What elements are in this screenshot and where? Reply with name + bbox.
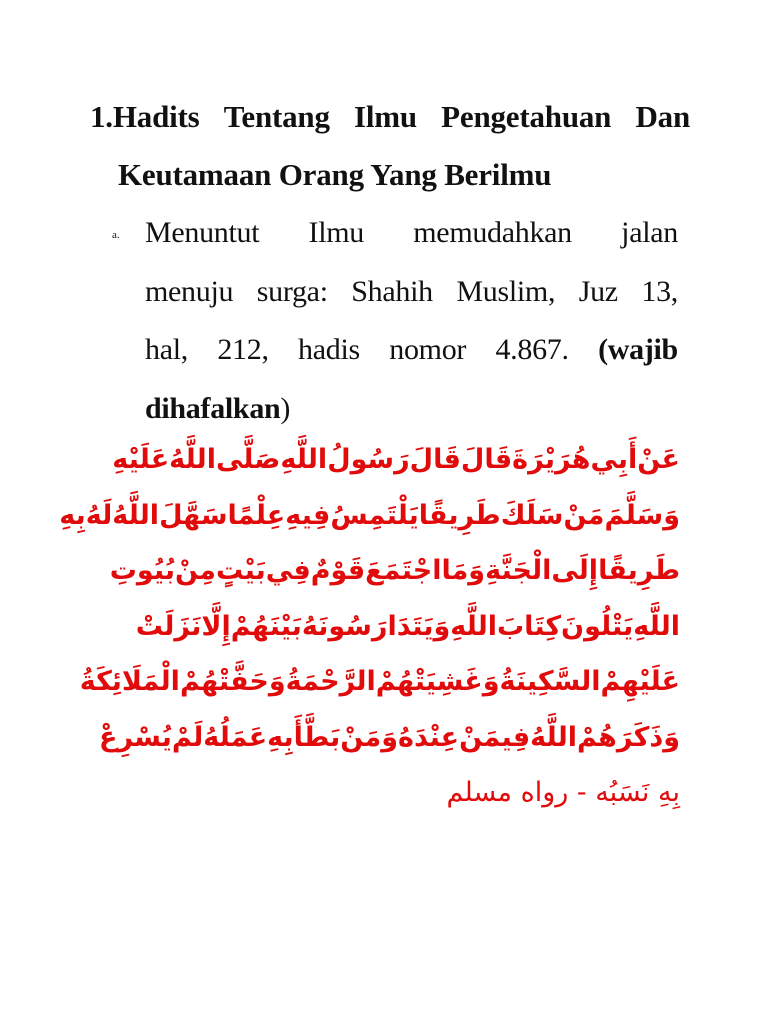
arabic-word: كِتَابَ	[497, 610, 562, 642]
arabic-line	[79, 654, 680, 710]
arabic-word: اجْتَمَعَ	[365, 555, 442, 586]
memorize-note-start: (wajib	[598, 333, 678, 366]
closing-paren: )	[280, 391, 291, 425]
arabic-word: وَذَكَرَهُمْ	[576, 721, 680, 753]
arabic-word: قَالَ	[460, 444, 513, 475]
arabic-word: بُيُوتِ	[109, 555, 175, 586]
arabic-word: طَرِيقًا	[418, 499, 501, 531]
word: Ilmu	[308, 216, 364, 249]
arabic-word: وَمَنْ	[340, 721, 399, 753]
arabic-word: السَّكِينَةُ	[499, 666, 601, 697]
arabic-word: قَوْمٌ	[310, 555, 366, 586]
arabic-line	[99, 710, 680, 766]
word: 212,	[217, 333, 269, 366]
heading-line-1	[90, 88, 690, 146]
arabic-word: عَلَيْهِ	[112, 444, 170, 475]
word: surga:	[256, 274, 328, 308]
arabic-word: بَيْنَهُمْ	[230, 610, 302, 642]
hadith-arabic-text	[59, 432, 680, 821]
word: jalan	[621, 216, 678, 249]
arabic-word: مَنْ	[563, 499, 605, 531]
arabic-line-attribution: بِهِ نَسَبُه - رواه مسلم	[446, 777, 680, 808]
arabic-word: عَلَيْهِمْ	[600, 666, 680, 697]
arabic-word: اللَّهِ	[280, 444, 328, 475]
arabic-word: يُسْرِعْ	[99, 721, 172, 753]
arabic-line	[135, 599, 680, 655]
arabic-word: إِلَى	[551, 555, 599, 586]
arabic-word: رَسُولُ	[327, 444, 410, 475]
heading-word: Dan	[635, 99, 690, 134]
text-line	[145, 204, 678, 263]
arabic-word: سَهَّلَ	[159, 499, 228, 531]
memorize-note-end: dihafalkan	[145, 391, 281, 425]
word: 13,	[641, 274, 678, 308]
arabic-word: عَنْ	[637, 444, 680, 475]
arabic-word: اللَّهِ	[633, 610, 680, 642]
arabic-word: الْمَلَائِكَةُ	[79, 666, 180, 697]
heading-word: 1.Hadits	[90, 99, 200, 134]
word: hal,	[145, 333, 188, 366]
word: 4.867.	[495, 333, 569, 366]
text-line	[145, 321, 678, 380]
arabic-word: وَمَا	[441, 555, 486, 586]
arabic-word: الرَّحْمَةُ	[285, 666, 376, 697]
arabic-word: لَمْ	[171, 721, 204, 753]
arabic-word: هُرَيْرَةَ	[512, 444, 591, 475]
heading-word: Pengetahuan	[441, 99, 612, 134]
arabic-word: سَلَكَ	[500, 499, 564, 531]
arabic-line	[109, 543, 680, 599]
arabic-word: الْجَنَّةِ	[485, 555, 552, 586]
word: hadis	[298, 333, 360, 366]
text-line	[145, 263, 678, 322]
word: Shahih	[351, 274, 433, 308]
arabic-word: وَسَلَّمَ	[604, 499, 680, 531]
arabic-word: يَلْتَمِسُ	[330, 499, 419, 531]
arabic-word: عِنْدَهُ	[398, 721, 460, 753]
arabic-line	[59, 488, 680, 544]
arabic-word: طَرِيقًا	[598, 555, 680, 586]
arabic-word: صَلَّى	[215, 444, 281, 475]
arabic-word: اللَّهُ	[112, 499, 160, 531]
arabic-word: أَبِي	[590, 444, 638, 475]
word: Menuntut	[145, 216, 260, 249]
arabic-word: عَمَلُهُ	[203, 721, 268, 753]
arabic-word: اللَّهِ	[450, 610, 498, 642]
arabic-word: إِلَّا	[201, 610, 231, 642]
word: menuju	[145, 274, 234, 308]
arabic-line	[112, 432, 680, 488]
arabic-word: لَهُ	[85, 499, 113, 531]
arabic-word: يَتْلُونَ	[561, 610, 634, 642]
arabic-word: بَطَّأَ	[293, 721, 341, 753]
arabic-word: نَزَلَتْ	[135, 610, 202, 642]
list-item-text	[145, 204, 678, 438]
arabic-word: وَيَتَدَارَسُونَهُ	[301, 610, 451, 642]
heading-word: Ilmu	[353, 99, 417, 134]
arabic-word: عِلْمًا	[227, 499, 286, 531]
arabic-word: وَغَشِيَتْهُمْ	[375, 666, 500, 697]
word: nomor	[389, 333, 467, 366]
arabic-word: مِنْ	[175, 555, 217, 586]
arabic-word: فِيهِ	[285, 499, 331, 531]
arabic-word: بِهِ	[267, 721, 294, 753]
arabic-word: بَيْتٍ	[216, 555, 266, 586]
arabic-word: فِيمَنْ	[459, 721, 531, 753]
arabic-word: وَحَفَّتْهُمْ	[179, 666, 286, 697]
heading-word: Tentang	[223, 99, 330, 134]
word: Muslim,	[456, 274, 556, 308]
arabic-word: فِي	[265, 555, 311, 586]
arabic-word: اللَّهُ	[530, 721, 577, 753]
section-heading	[90, 88, 690, 204]
arabic-word: قَالَ	[409, 444, 461, 475]
list-marker: a.	[112, 229, 120, 241]
word: Juz	[578, 274, 618, 308]
heading-line-2: Keutamaan Orang Yang Berilmu	[118, 157, 552, 192]
text-line	[145, 380, 678, 439]
arabic-word: بِهِ	[59, 499, 86, 531]
arabic-word: اللَّهُ	[169, 444, 216, 475]
word: memudahkan	[413, 216, 572, 249]
